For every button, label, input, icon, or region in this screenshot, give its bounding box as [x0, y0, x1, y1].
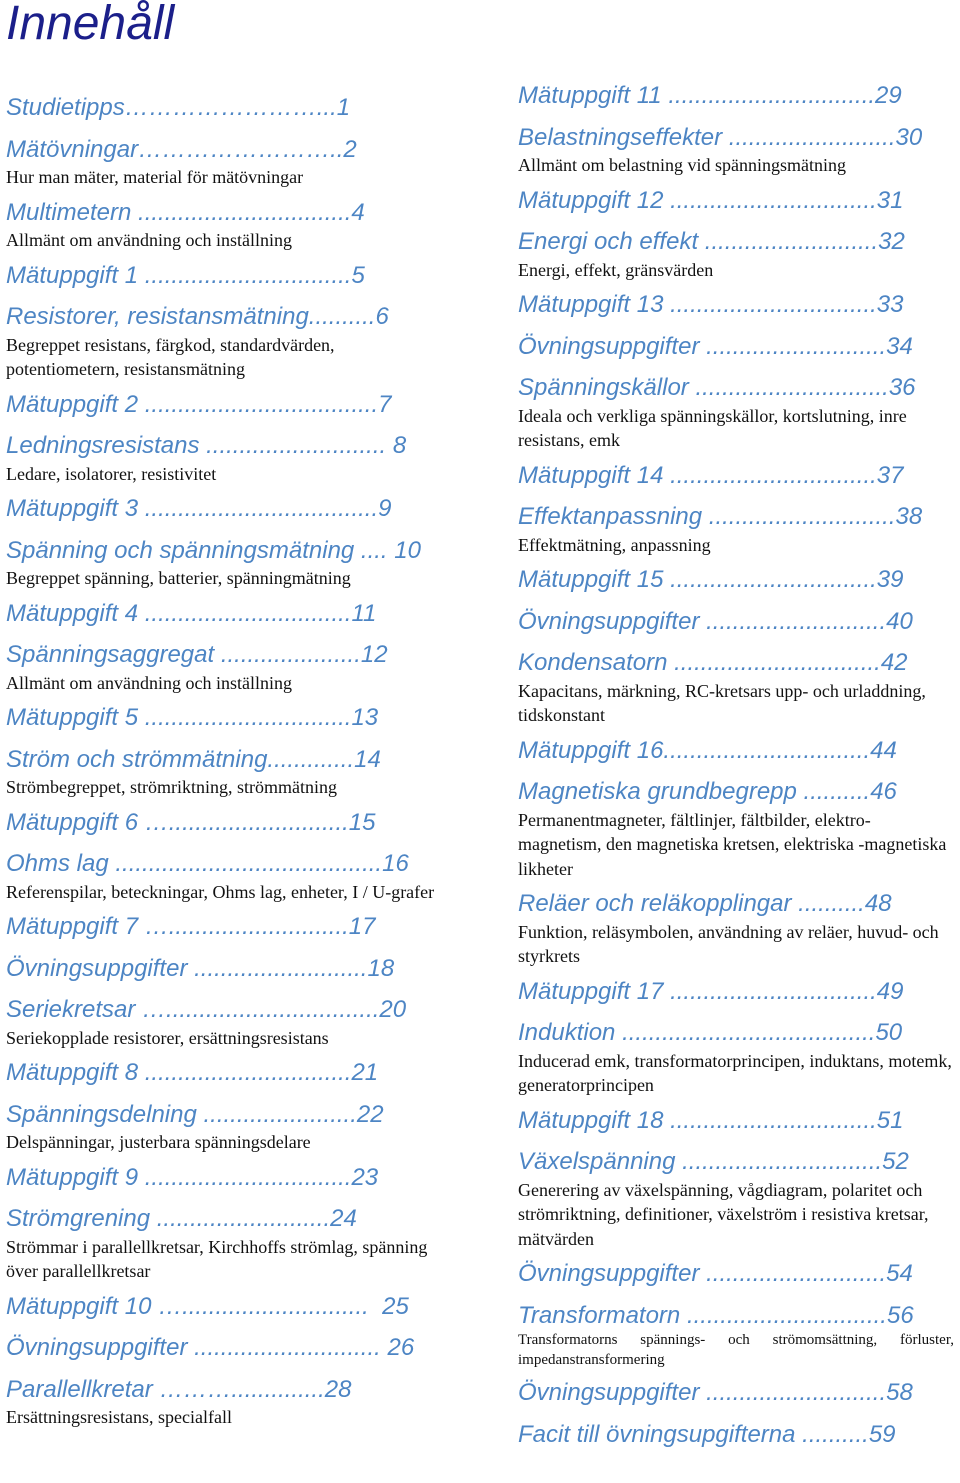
toc-entry[interactable]: [6, 1198, 444, 1284]
toc-entry-link[interactable]: Övningsuppgifter ...........................54: [518, 1260, 913, 1287]
toc-entry-link[interactable]: Belastningseffekter .........................30: [518, 123, 923, 151]
toc-entry[interactable]: [6, 1327, 444, 1369]
toc-column-left: [6, 84, 444, 1432]
toc-entry-link[interactable]: Mätuppgift 7 …...........................17: [6, 913, 376, 940]
toc-entry-description: Delspänningar, justerbara spänningsdelare: [6, 1132, 311, 1152]
toc-entry-link[interactable]: Spänningsaggregat .....................12: [6, 641, 388, 668]
toc-entry[interactable]: [6, 530, 444, 591]
toc-entry-description: Seriekopplade resistorer, ersättningsresistans: [6, 1027, 329, 1048]
toc-entry[interactable]: [518, 883, 954, 969]
toc-entry[interactable]: [6, 906, 444, 948]
toc-entry-link[interactable]: Effektanpassning ............................38: [518, 503, 923, 530]
toc-entry[interactable]: [518, 455, 954, 497]
toc-entry[interactable]: [6, 1286, 444, 1328]
toc-entry[interactable]: [518, 1012, 954, 1098]
toc-entry-link[interactable]: Facit till övningsupgifterna ..........59: [518, 1420, 896, 1448]
toc-entry-description: Allmänt om användning och inställning: [6, 230, 292, 250]
toc-entry[interactable]: [518, 1372, 954, 1414]
toc-entry-link[interactable]: Induktion ......................................50: [518, 1019, 903, 1046]
toc-entry[interactable]: [6, 802, 444, 844]
toc-entry-description: Funktion, reläsymbolen, användning av reläer, huvud- och styrkrets: [518, 921, 939, 966]
toc-entry-link[interactable]: Multimetern ................................4: [6, 198, 365, 226]
toc-entry[interactable]: [518, 75, 954, 117]
toc-entry[interactable]: [518, 730, 954, 772]
toc-entry-description: Ledare, isolatorer, resistivitet: [6, 463, 217, 484]
toc-entry[interactable]: [6, 1052, 444, 1094]
toc-entry-link[interactable]: Mätuppgift 15 ...............................39: [518, 566, 904, 593]
toc-entry-link[interactable]: Övningsuppgifter ...........................34: [518, 332, 913, 360]
toc-entry[interactable]: [518, 1253, 954, 1295]
toc-entry[interactable]: [518, 117, 954, 178]
toc-entry-link[interactable]: Mätövningar……………………..2: [6, 135, 357, 163]
toc-entry-link[interactable]: Mätuppgift 6 …...........................15: [6, 808, 376, 836]
toc-entry-link[interactable]: Resistorer, resistansmätning..........6: [6, 303, 389, 330]
toc-entry-description: Strömbegreppet, strömriktning, strömmätning: [6, 777, 337, 797]
toc-entry[interactable]: [6, 1094, 444, 1155]
toc-entry-link[interactable]: Mätuppgift 13 ...............................33: [518, 291, 904, 318]
toc-entry-link[interactable]: Mätuppgift 9 ...............................23: [6, 1163, 379, 1191]
toc-entry-link[interactable]: Övningsuppgifter ...........................40: [518, 607, 913, 635]
toc-entry[interactable]: [6, 87, 444, 129]
toc-entry-link[interactable]: Mätuppgift 17 ...............................49: [518, 977, 904, 1005]
toc-entry-description: Ersättningsresistans, specialfall: [6, 1407, 232, 1427]
toc-entry-link[interactable]: Växelspänning ..............................52: [518, 1148, 909, 1175]
toc-entry-link[interactable]: Seriekretsar …................................20: [6, 996, 407, 1023]
toc-column-right: [518, 84, 954, 1455]
toc-entry-description: Referenspilar, beteckningar, Ohms lag, enheter, I / U-grafer: [6, 881, 435, 902]
toc-entry-description: Begreppet resistans, färgkod, standardvärden, potentiometern, resistansmätning: [6, 334, 335, 379]
toc-entry-link[interactable]: Energi och effekt ..........................32: [518, 228, 905, 255]
toc-entry-description: Transformatorns spännings- och strömomsättning, förluster, impedanstransformering: [518, 1332, 954, 1368]
toc-entry[interactable]: [6, 384, 444, 426]
toc-entry[interactable]: [518, 367, 954, 453]
toc-entry-description: Inducerad emk, transformatorprincipen, induktans, motemk, generatorprincipen: [518, 1050, 952, 1095]
toc-entry-link[interactable]: Ström och strömmätning.............14: [6, 745, 381, 773]
toc-entry-description: Effektmätning, anpassning: [518, 534, 711, 555]
toc-entry-link[interactable]: Mätuppgift 8 ...............................21: [6, 1059, 379, 1086]
toc-entry[interactable]: [6, 593, 444, 635]
toc-entry[interactable]: [6, 634, 444, 695]
toc-entry-description: Ideala och verkliga spänningskällor, kortslutning, inre resistans, emk: [518, 405, 907, 450]
toc-entry[interactable]: [518, 221, 954, 282]
toc-entry[interactable]: [6, 129, 444, 190]
toc-entry[interactable]: [518, 326, 954, 368]
toc-entry[interactable]: [518, 1295, 954, 1371]
toc-entry[interactable]: [6, 192, 444, 253]
toc-entry[interactable]: [518, 284, 954, 326]
toc-entry-link[interactable]: Ledningsresistans ........................... 8: [6, 432, 407, 459]
toc-entry-link[interactable]: Reläer och reläkopplingar ..........48: [518, 890, 892, 917]
toc-entry-link[interactable]: Övningsuppgifter ..........................18: [6, 954, 395, 982]
toc-entry[interactable]: [6, 697, 444, 739]
toc-entry[interactable]: [518, 559, 954, 601]
toc-entry-link[interactable]: Mätuppgift 2 ...................................7: [6, 390, 392, 418]
page-title: Innehåll: [6, 0, 175, 50]
toc-entry-link[interactable]: Magnetiska grundbegrepp ..........46: [518, 778, 897, 805]
toc-entry[interactable]: [6, 488, 444, 530]
toc-entry[interactable]: [6, 255, 444, 297]
toc-entry[interactable]: [518, 601, 954, 643]
toc-entry[interactable]: [6, 1369, 444, 1430]
toc-entry[interactable]: [6, 989, 444, 1050]
toc-entry-link[interactable]: Strömgrening ..........................24: [6, 1205, 357, 1232]
toc-entry-link[interactable]: Spänningsdelning .......................22: [6, 1100, 384, 1128]
toc-entry-link[interactable]: Mätuppgift 10 …............................ 25: [6, 1292, 409, 1320]
toc-entry-link[interactable]: Mätuppgift 4 ...............................11: [6, 599, 377, 627]
toc-entry-description: Begreppet spänning, batterier, spänningmätning: [6, 568, 351, 588]
toc-entry[interactable]: [518, 771, 954, 881]
toc-entry-link[interactable]: Transformatorn ..............................56: [518, 1301, 914, 1329]
toc-entry-description: Allmänt om användning och inställning: [6, 672, 292, 693]
toc-entry-link[interactable]: Studietipps……………………...1: [6, 94, 351, 121]
toc-entry-link[interactable]: Mätuppgift 5 ...............................13: [6, 704, 379, 731]
toc-entry[interactable]: [6, 739, 444, 800]
toc-entry[interactable]: [6, 948, 444, 990]
toc-entry[interactable]: [518, 180, 954, 222]
toc-entry-link[interactable]: Mätuppgift 18 ...............................51: [518, 1106, 904, 1134]
toc-entry-description: Generering av växelspänning, vågdiagram, polaritet och strömriktning, definitioner, växelström i resistiva kretsar, mätvärden: [518, 1179, 929, 1249]
toc-entry-link[interactable]: Spänning och spänningsmätning .... 10: [6, 536, 421, 564]
toc-entry-link[interactable]: Ohms lag ........................................16: [6, 850, 409, 877]
toc-entry-link[interactable]: Övningsuppgifter ............................ 26: [6, 1334, 415, 1361]
toc-entry[interactable]: [518, 1141, 954, 1251]
toc-entry-link[interactable]: Mätuppgift 3 ...................................9: [6, 495, 392, 522]
toc-entry-description: Kapacitans, märkning, RC-kretsars upp- och urladdning, tidskonstant: [518, 680, 926, 725]
toc-entry-description: Permanentmagneter, fältlinjer, fältbilder, elektro-magnetism, den magnetiska kretsen, elektriska -magnetiska likheter: [518, 809, 947, 879]
toc-entry-link[interactable]: Mätuppgift 16...............................44: [518, 736, 897, 764]
toc-entry-description: Allmänt om belastning vid spänningsmätning: [518, 155, 846, 175]
toc-entry-link[interactable]: Övningsuppgifter ...........................58: [518, 1379, 913, 1406]
toc-entry-link[interactable]: Mätuppgift 11 ...............................29: [518, 82, 902, 109]
toc-entry-link[interactable]: Parallellkretar ………..............28: [6, 1375, 352, 1403]
toc-entry-link[interactable]: Spänningskällor .............................36: [518, 374, 916, 401]
toc-entry-description: Energi, effekt, gränsvärden: [518, 259, 714, 280]
toc-entry-link[interactable]: Kondensatorn ...............................42: [518, 649, 908, 676]
toc-entry-description: Strömmar i parallellkretsar, Kirchhoffs strömlag, spänning över parallellkretsar: [6, 1236, 428, 1281]
toc-entry[interactable]: [518, 642, 954, 728]
toc-entry[interactable]: [6, 425, 444, 486]
toc-entry[interactable]: [6, 296, 444, 382]
toc-entry-link[interactable]: Mätuppgift 14 ...............................37: [518, 461, 904, 489]
toc-entry[interactable]: [6, 1157, 444, 1199]
toc-entry-link[interactable]: Mätuppgift 12 ...............................31: [518, 186, 904, 214]
toc-entry-description: Hur man mäter, material för mätövningar: [6, 167, 304, 187]
toc-entry[interactable]: [518, 496, 954, 557]
toc-entry[interactable]: [6, 843, 444, 904]
toc-entry[interactable]: [518, 1414, 954, 1456]
toc-entry[interactable]: [518, 1100, 954, 1142]
toc-entry-link[interactable]: Mätuppgift 1 ...............................5: [6, 261, 365, 289]
toc-entry[interactable]: [518, 971, 954, 1013]
